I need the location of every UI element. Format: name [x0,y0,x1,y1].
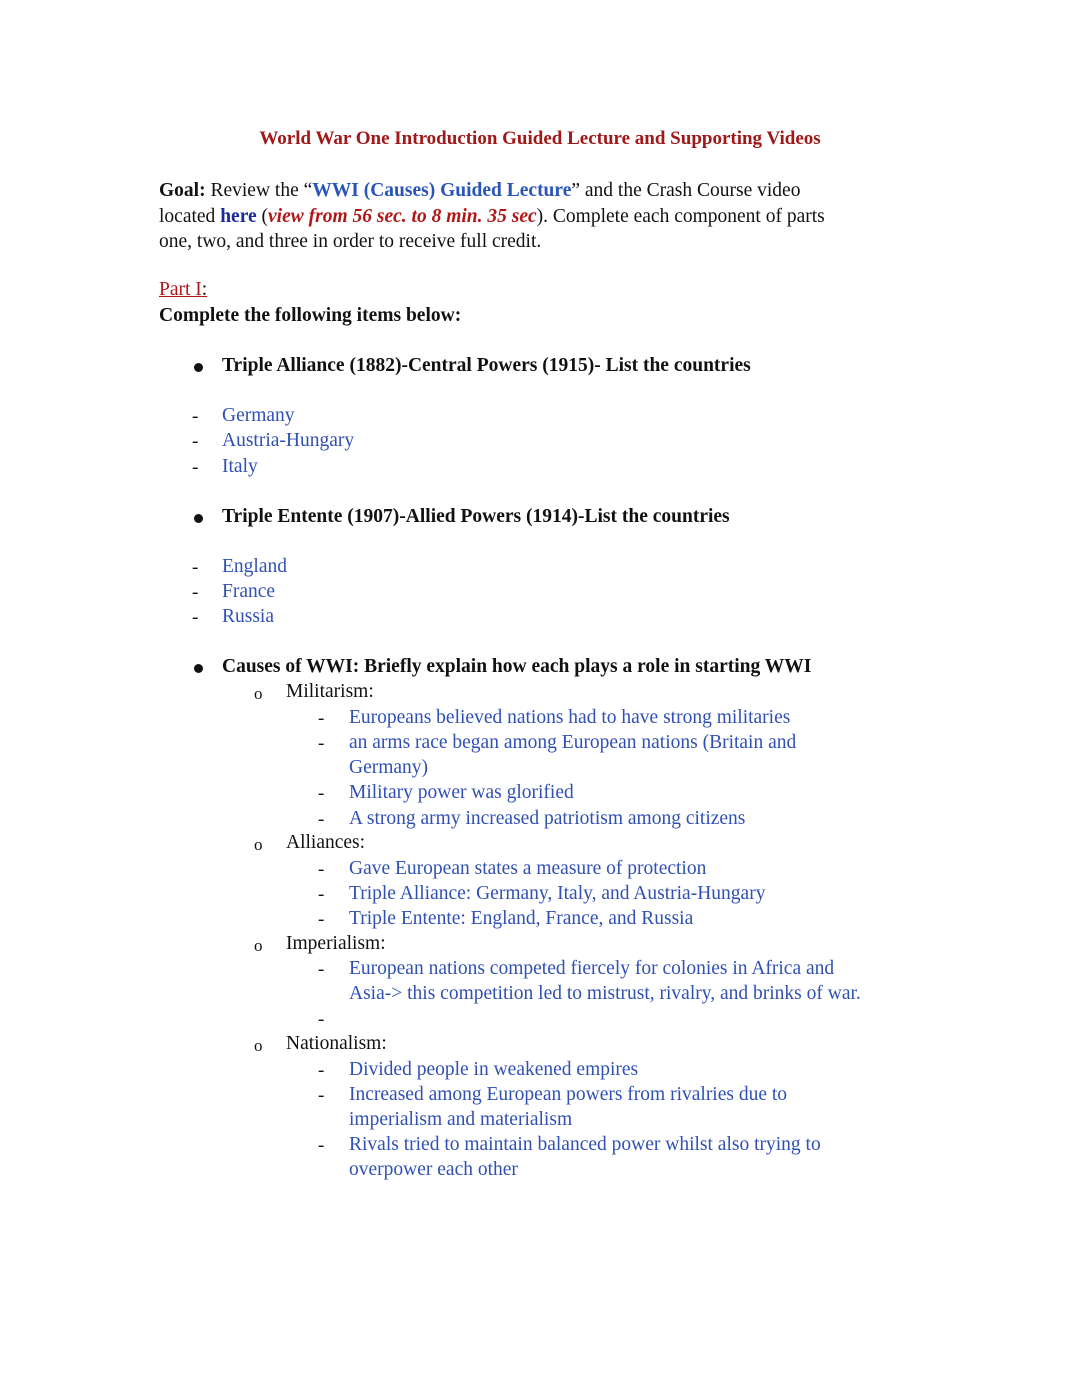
dash-icon: - [318,884,325,905]
lecture-link[interactable]: WWI (Causes) Guided Lecture [312,180,572,201]
alliance-country: Austria-Hungary [222,430,355,451]
alliance-country: Germany [222,405,295,426]
dash-icon: - [318,733,325,754]
dash-icon: - [318,909,325,930]
alliances-line: Triple Entente: England, France, and Russia [349,908,694,929]
dash-icon: - [192,457,199,478]
dash-icon: - [192,582,199,603]
dash-icon: - [318,1135,325,1156]
circle-bullet-icon: o [254,684,263,703]
alliances-line: Triple Alliance: Germany, Italy, and Austria-Hungary [349,883,766,904]
here-link[interactable]: here [220,205,257,227]
dash-icon: - [192,406,199,427]
alliance-country: Italy [222,456,258,477]
circle-bullet-icon: o [254,936,263,955]
militarism-line: Military power was glorified [349,782,574,803]
goal-text: located [159,205,221,227]
militarism-line: A strong army increased patriotism among citizens [349,808,746,829]
entente-country: England [222,556,287,577]
circle-bullet-icon: o [254,1036,263,1055]
bullet-icon [194,664,203,673]
dash-icon: - [318,783,325,804]
nationalism-label: Nationalism: [286,1033,387,1054]
goal-line-2 [159,204,825,230]
goal-text: ” and the Crash Course video [571,180,801,201]
view-time-note: view from 56 sec. to 8 min. 35 sec [268,205,537,227]
dash-icon: - [318,708,325,729]
triple-alliance-heading: Triple Alliance (1882)-Central Powers (1915)- List the countries [222,355,751,376]
goal-text: ( [256,205,269,227]
goal-text: Review the “ [205,180,313,201]
militarism-label: Militarism: [286,681,374,702]
militarism-line: an arms race began among European nations (Britain and [349,732,797,753]
goal-line-3: one, two, and three in order to receive full credit. [159,231,542,252]
bullet-icon [194,363,203,372]
entente-country: Russia [222,606,275,627]
dash-icon: - [192,607,199,628]
part-one-colon: : [201,279,208,300]
part-one-title: Part I [159,279,202,300]
goal-line-1 [159,178,800,204]
alliances-line: Gave European states a measure of protection [349,858,707,879]
imperialism-line: Asia-> this competition led to mistrust, rivalry, and brinks of war. [349,983,861,1004]
dash-icon: - [192,557,199,578]
triple-entente-heading: Triple Entente (1907)-Allied Powers (1914)-List the countries [222,506,730,527]
goal-text: ). Complete each component of parts [536,205,825,227]
dash-icon: - [318,1060,325,1081]
imperialism-line: European nations competed fiercely for colonies in Africa and [349,958,835,979]
causes-heading: Causes of WWI: Briefly explain how each plays a role in starting WWI [222,656,812,677]
imperialism-label: Imperialism: [286,933,386,954]
part-one-instruction: Complete the following items below: [159,305,462,326]
dash-icon: - [318,859,325,880]
bullet-icon [194,514,203,523]
alliances-label: Alliances: [286,832,366,853]
nationalism-line: Divided people in weakened empires [349,1059,639,1080]
document-title: World War One Introduction Guided Lecture and Supporting Videos [259,128,821,149]
empty-dash-icon: - [318,1009,325,1030]
nationalism-line: Increased among European powers from rivalries due to [349,1084,788,1105]
nationalism-line: overpower each other [349,1159,518,1180]
dash-icon: - [318,959,325,980]
circle-bullet-icon: o [254,835,263,854]
nationalism-line: Rivals tried to maintain balanced power whilst also trying to [349,1134,821,1155]
militarism-line: Europeans believed nations had to have strong militaries [349,707,791,728]
entente-country: France [222,581,276,602]
dash-icon: - [318,809,325,830]
goal-label: Goal: [159,180,206,201]
nationalism-line: imperialism and materialism [349,1109,573,1130]
part-one-label [159,279,207,301]
dash-icon: - [192,431,199,452]
militarism-line: Germany) [349,757,429,778]
dash-icon: - [318,1085,325,1106]
